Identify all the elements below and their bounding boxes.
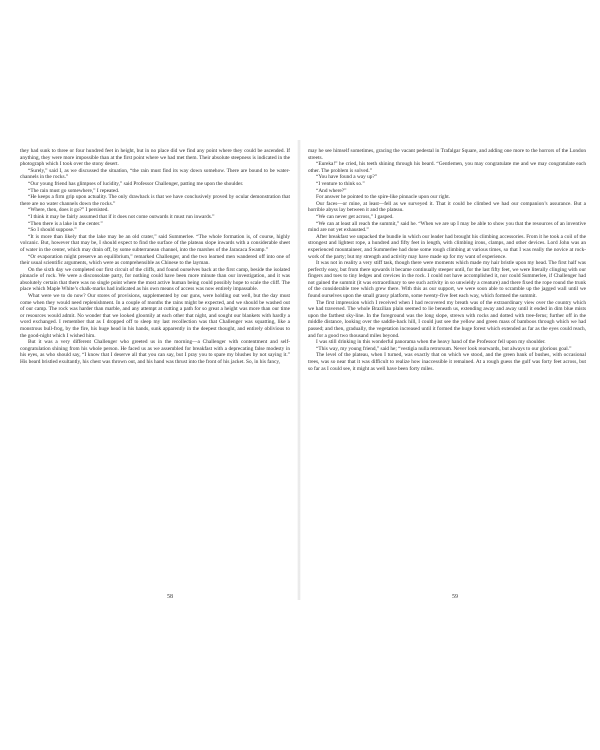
paragraph: For answer he pointed to the spire-like pinnacle upon our right. [316, 194, 451, 201]
paragraph: “Our young friend has glimpses of lucidity,” said Professor Challenger, patting me upon the shoulder. [28, 180, 244, 187]
page-number-right: 59 [452, 594, 458, 600]
paragraph: “Surely,” said I, as we discussed the situation, “the rain must find its way down somehow. There are bound to be water-channels in the rocks.” [20, 167, 290, 181]
paragraph: “So I should suppose.” [28, 227, 77, 234]
paragraph: they had sunk to three or four hundred feet in height, but in no place did we find any point where they could be ascended. If anything, they were more impossible than at the first point where we had met them. Their absolute steepness is indicated in the photograph which I took over the stony desert. [20, 148, 290, 168]
paragraph: Our faces—or mine, at least—fell as we surveyed it. That it could be climbed we had our companion’s assurance. But a horrible abyss lay between it and the plateau. [308, 200, 586, 214]
paragraph: “Eureka!” he cried, his teeth shining through his beard. “Gentlemen, you may congratulate me and we may congratulate each other. The problem is solved.” [308, 161, 586, 174]
paragraph: “Then there is a lake in the center.” [28, 220, 103, 227]
paragraph: But it was a very different Challenger who greeted us in the morning—a Challenger with contentment and self-congratulation shining from his whole person. He faced us as we assembled for breakfast with a deprecating false modesty in his eyes, as who should say, “I know that I deserve all that you can say, but I pray you to spare my blushes by not saying it.” His beard bristled exultantly, his chest was thrown out, and his hand was thrust into the front of his jacket. So, in his fancy, [20, 339, 290, 365]
paragraph: “The rain must go somewhere,” I repeated. [28, 187, 120, 194]
paragraph: I was still drinking in this wonderful panorama when the heavy hand of the Professor fell upon my shoulder. [316, 339, 546, 346]
paragraph: “I venture to think so.” [316, 180, 365, 187]
paragraph: “We can never get across,” I gasped. [316, 213, 394, 220]
paragraph: “It is more than likely that the lake may be an old crater,” said Summerlee. “The whole formation is, of course, highly volcanic. But, however that may be, I should expect to find the surface of the plateau slope inwards with a considerable sheet of water in the center, which may drain off, by some subterranean channel, into the marshes of the Jaracaca Swamp.” [20, 233, 290, 253]
paragraph: “Where, then, does it go?” I persisted. [28, 207, 109, 214]
paragraph: What were we to do now? Our stores of provisions, supplemented by our guns, were holding out well, but the day must come when they would need replenishment. In a couple of months the rains might be expected, and we should be washed out of our camp. The rock was harder than marble, and any attempt at cutting a path for so great a height was more than our time or resources would admit. No wonder that we looked gloomily at each other that night, and sought our blankets with hardly a word exchanged. I remember that as I dropped off to sleep my last recollection was that Challenger was squatting, like a monstrous bull-frog, by the fire, his huge head in his hands, sunk apparently in the deepest thought, and entirely oblivious to the good-night which I wished him. [20, 293, 290, 339]
paragraph: “Or evaporation might preserve an equilibrium,” remarked Challenger, and the two learned men wandered off into one of their usual scientific arguments, which were as comprehensible as Chinese to the layman. [20, 253, 290, 267]
paragraph: The level of the plateau, when I turned, was exactly that on which we stood, and the green bank of bushes, with occasional trees, was so near that it was difficult to realize how inaccessible it remained. At a rough guess the gulf was forty feet across, but so far as I could see, it might as well have been forty miles. [308, 352, 586, 372]
paragraph: “This way, my young friend,” said he; “vestigia nulla retrorsum. Never look rearwards, but always to our glorious goal.” [316, 345, 572, 352]
right-page [308, 148, 586, 588]
paragraph: “He keeps a firm grip upon actuality. The only drawback is that we have conclusively proved by ocular demonstration that there are no water channels down the rocks.” [20, 194, 290, 207]
paragraph: It was not in reality a very stiff task, though there were moments which made my hair bristle upon my head. The first half was perfectly easy, but from there upwards it became continually steeper until, for the last fifty feet, we were literally clinging with our fingers and toes to tiny ledges and crevices in the rock. I could not have accomplished it, nor could Summerlee, if Challenger had not gained the summit (it was extraordinary to see such activity in so unwieldy a creature) and there fixed the rope round the trunk of the considerable tree which grew there. With this as our support, we were soon able to scramble up the jagged wall until we found ourselves upon the small grassy platform, some twenty-five feet each way, which formed the summit. [308, 260, 586, 300]
paragraph: “And where?” [316, 187, 347, 194]
paragraph: “You have found a way up?” [316, 174, 378, 181]
paragraph: On the sixth day we completed our first circuit of the cliffs, and found ourselves back at the first camp, beside the isolated pinnacle of rock. We were a disconsolate party, for nothing could have been more minute than our investigation, and it was absolutely certain that there was no single point where the most active human being could possibly hope to scale the cliff. The place which Maple White’s chalk-marks had indicated as his own means of access was now entirely impassable. [20, 266, 290, 293]
book-gutter [297, 140, 301, 600]
paragraph: “I think it may be fairly assumed that if it does not come outwards it must run inwards.” [28, 213, 215, 220]
left-page [20, 148, 290, 588]
paragraph: After breakfast we unpacked the bundle in which our leader had brought his climbing accessories. From it he took a coil of the strongest and lightest rope, a hundred and fifty feet in length, with climbing irons, clamps, and other devices. Lord John was an experienced mountaineer, and Summerlee had done some rough climbing at various times, so that I was really the novice at rock-work of the party; but my strength and activity may have made up for my want of experience. [308, 233, 586, 260]
paragraph: may he see himself sometimes, gracing the vacant pedestal in Trafalgar Square, and adding one more to the horrors of the London streets. [308, 148, 586, 161]
paragraph: “We can at least all reach the summit,” said he. “When we are up I may be able to show you that the resources of an inventive mind are not yet exhausted.” [308, 220, 586, 234]
page-number-left: 58 [167, 594, 173, 600]
paragraph: The first impression which I received when I had recovered my breath was of the extraordinary view over the country which we had traversed. The whole Brazilian plain seemed to lie beneath us, extending away and away until it ended in dim blue mists upon the farthest sky-line. In the foreground was the long slope, strewn with rocks and dotted with tree-ferns; further off in the middle distance, looking over the saddle-back hill, I could just see the yellow and green mass of bamboos through which we had passed; and then, gradually, the vegetation increased until it formed the huge forest which extended as far as the eyes could reach, and for a good two thousand miles beyond. [308, 299, 586, 339]
